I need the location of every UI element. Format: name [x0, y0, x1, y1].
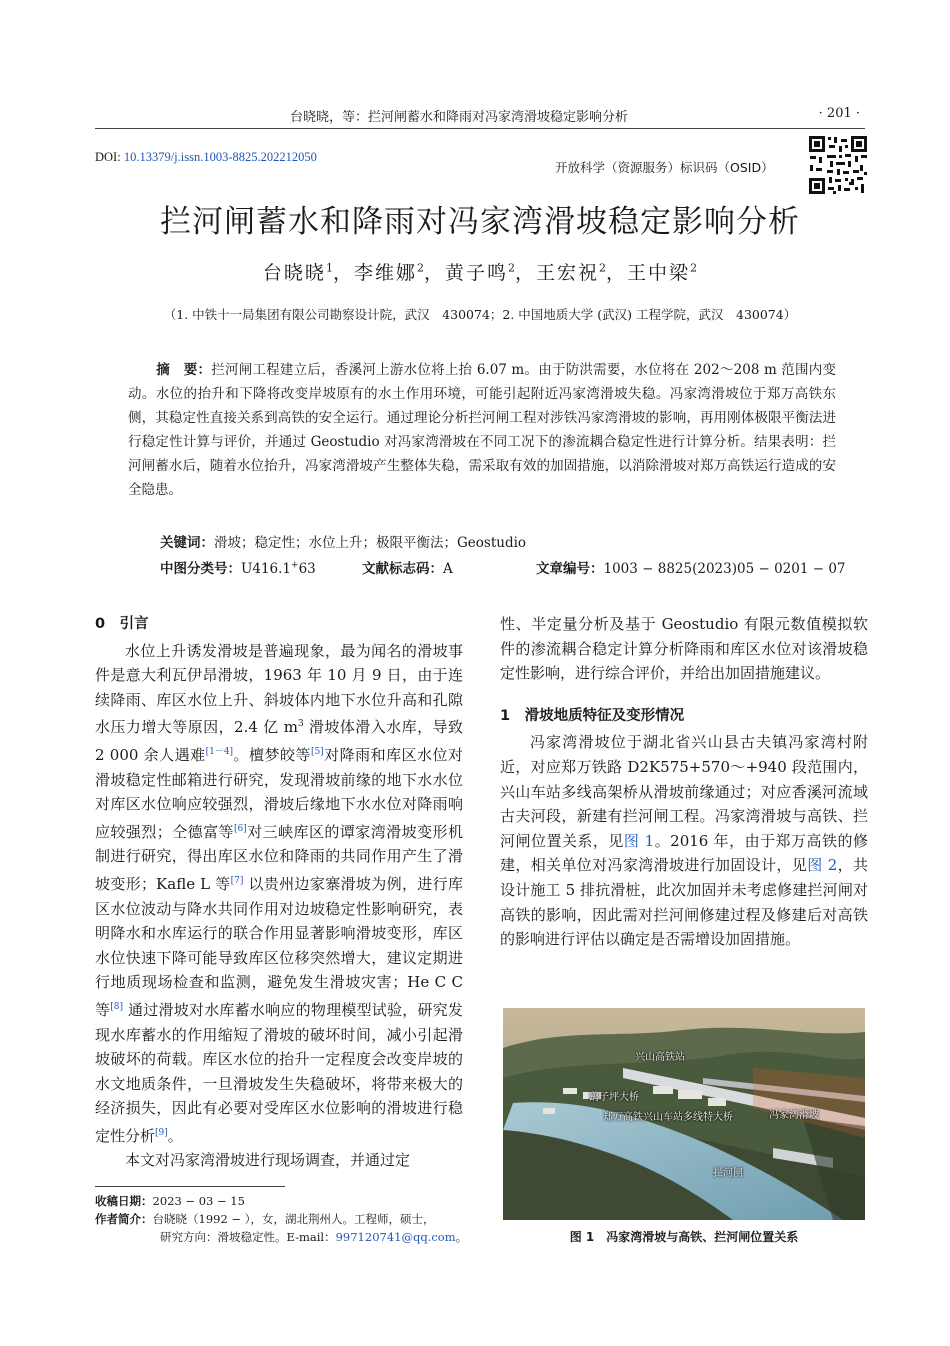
label-dam: 拦河闸 — [713, 1168, 743, 1179]
right-column — [500, 612, 868, 952]
author-affil-sup: 1 — [325, 261, 333, 275]
doi-label: DOI: — [95, 150, 121, 164]
article-number-line — [536, 557, 846, 577]
header-rule — [95, 128, 865, 129]
author-list: 台晓晓$^1$，李维娜$^2$，黄子鸣$^2$，王宏祝$^2$，王中梁$^2$ — [262, 261, 698, 284]
keywords-label: 关键词： — [160, 535, 214, 551]
intro-paragraph-2-start: 本文对冯家湾滑坡进行现场调查，并通过定 — [125, 1151, 411, 1170]
citation-link[interactable]: [5] — [310, 746, 324, 757]
doc-code-value: A — [443, 561, 453, 577]
osid-label: 开放科学（资源服务）标识码（OSID） — [555, 160, 774, 175]
figure-1-caption: 图 1 冯家湾滑坡与高铁、拦河闸位置关系 — [569, 1230, 799, 1244]
doc-code-line — [362, 557, 453, 577]
figure-2-link[interactable]: 图 2 — [807, 856, 838, 875]
citation-link[interactable]: [1－4] — [205, 746, 234, 757]
doc-code-label: 文献标志码： — [362, 561, 443, 577]
author-name: 王宏祝 — [536, 262, 600, 284]
text-run: 对三峡库区的谭家湾滑坡变形机制进行研究，得出库区水位和降雨的共同作用产生了滑坡变形；Kafle L 等 — [95, 822, 463, 893]
author-affil-sup: 2 — [690, 261, 698, 275]
running-title: 台晓晓，等：拦河闸蓄水和降雨对冯家湾滑坡稳定影响分析 — [290, 110, 629, 125]
author-affil-sup: 2 — [416, 261, 424, 275]
intro-heading: 0 引言 — [95, 616, 149, 632]
figure-1-link[interactable]: 图 1 — [623, 831, 655, 850]
author-affil-sup: 2 — [599, 261, 607, 275]
text-run: 对降雨和库区水位对滑坡稳定性邮箱进行研究，发现滑坡前缘的地下水水位对库区水位响应较强烈，滑坡后缘地下水水位对降雨响应较强烈；仝德富等 — [95, 745, 463, 841]
clc-value: U416.1 — [241, 561, 292, 577]
citation-link[interactable]: [6] — [234, 823, 247, 834]
intro-paragraph-1 — [95, 639, 463, 1149]
author-bio-end: 。 — [455, 1230, 468, 1244]
citation-link[interactable]: [7] — [230, 875, 244, 886]
section-1-heading: 1 滑坡地质特征及变形情况 — [500, 707, 685, 724]
citation-link[interactable]: [8] — [110, 1001, 123, 1012]
author-bio — [95, 1210, 434, 1228]
label-bridge: 鹞子坪大桥 — [589, 1092, 639, 1103]
author-bio-line1: 台晓晓（1992 − ），女，湖北荆州人。工程师，硕士， — [152, 1212, 435, 1226]
received-value: 2023 − 03 − 15 — [152, 1194, 245, 1208]
author-name: 台晓晓 — [262, 262, 326, 284]
doi-line — [95, 150, 317, 165]
text-run: ，共设计施工 5 排抗滑桩，此次加固并未考虑修建拦河闸对高铁的影响，因此需对拦河闸修建过程及修建后对高铁的影响进行评估以确定是否需增设加固措施。 — [500, 856, 868, 949]
author-affil-sup: 2 — [508, 261, 515, 275]
superscript: 3 — [298, 719, 304, 730]
article-number-value: 1003 − 8825(2023)05 − 0201 − 07 — [603, 561, 846, 577]
text-run: 。2016 年，由于郑万高铁的修建，相关单位对冯家湾滑坡进行加固设计，见 — [500, 831, 868, 875]
author-bio-research: 研究方向：滑坡稳定性。E-mail： — [160, 1230, 336, 1244]
text-run: 冯家湾滑坡位于湖北省兴山县古夫镇冯家湾村附近，对应郑万铁路 D2K575+570～+940 段范围内，兴山车站多线高架桥从滑坡前缘通过；对应香溪河流域古夫河段，新建有拦河闸工程。冯家湾滑坡与高铁、拦河闸位置关系，见 — [500, 733, 868, 850]
clc-tail: 63 — [298, 561, 316, 577]
text-run: 滑坡体滑入水库，导致 2 000 余人遇难 — [95, 718, 463, 764]
author-bio-line2 — [160, 1228, 467, 1246]
author-bio-label: 作者简介： — [95, 1212, 153, 1226]
email-link[interactable]: 997120741@qq.com — [335, 1230, 456, 1244]
keywords-line — [160, 531, 526, 551]
text-run: 水位上升诱发滑坡是普遍现象，最为闻名的滑坡事件是意大利瓦伊昂滑坡，1963 年 10 月 9 日，由于连续降雨、库区水位上升、斜坡体内地下水位升高和孔隙水压力增大等原因，2.4 亿 m — [95, 641, 463, 737]
clc-label: 中图分类号： — [160, 561, 241, 577]
received-label: 收稿日期： — [95, 1194, 153, 1208]
clc-sup: + — [291, 560, 299, 571]
doi-link[interactable]: 10.13379/j.issn.1003-8825.202212050 — [123, 150, 317, 164]
received-date — [95, 1192, 245, 1210]
text-run: 通过滑坡对水库蓄水响应的物理模型试验，研究发现水库蓄水的作用缩短了滑坡的破坏时间，减小引起滑坡破坏的荷载。库区水位的抬升一定程度会改变岸坡的水文地质条件，一旦滑坡发生失稳破坏，将带来极大的经济损失，因此有必要对受库区水位影响的滑坡进行稳定性分析 — [95, 1000, 463, 1145]
keywords-text: 滑坡；稳定性；水位上升；极限平衡法；Geostudio — [214, 535, 527, 551]
page-number: · 201 · — [818, 106, 860, 121]
text-run: 以贵州边家寨滑坡为例，进行库区水位波动与降水共同作用对边坡稳定性影响研究，表明降水和水库运行的联合作用显著影响滑坡变形，库区水位快速下降可能导致库区位移突然增大，建议定期进行地质现场检查和监测，避免发生滑坡灾害；He C C 等 — [95, 874, 464, 1019]
label-viaduct: 郑万高铁兴山车站多线特大桥 — [603, 1112, 733, 1123]
author-name: 王中梁 — [627, 262, 691, 284]
label-landslide: 冯家湾滑坡 — [769, 1110, 819, 1121]
affiliation: （1. 中铁十一局集团有限公司勘察设计院，武汉 430074；2. 中国地质大学 (武汉) 工程学院，武汉 430074） — [163, 307, 797, 322]
abstract-text: 拦河闸工程建立后，香溪河上游水位将上抬 6.07 m。由于防洪需要，水位将在 202～208 m 范围内变动。水位的抬升和下降将改变岸坡原有的水土作用环境，可能引起附近冯家湾滑坡失稳。冯家湾滑坡位于郑万高铁东侧，其稳定性直接关系到高铁的安全运行。通过理论分析拦河闸工程对涉铁冯家湾滑坡的影响，再用刚体极限平衡法进行稳定性计算与评价，并通过 Geostudio 对冯家湾滑坡在不同工况下的渗流耦合稳定性进行计算分析。结果表明：拦河闸蓄水后，随着水位抬升，冯家湾滑坡产生整体失稳，需采取有效的加固措施，以消除滑坡对郑万高铁运行造成的安全隐患。 — [128, 362, 837, 498]
abstract-label: 摘 要： — [156, 362, 212, 378]
figure-1-image — [503, 1008, 865, 1220]
clc-line — [160, 557, 316, 577]
section-1-paragraph — [500, 730, 868, 951]
citation-link[interactable]: [9] — [155, 1127, 168, 1138]
author-name: 李维娜 — [353, 262, 417, 284]
qr-code-icon[interactable] — [808, 135, 868, 195]
author-name: 黄子鸣 — [444, 262, 508, 284]
left-column — [95, 612, 463, 1173]
text-run: 。檀梦皎等 — [233, 745, 311, 764]
abstract — [128, 358, 836, 502]
footnote-rule — [95, 1186, 285, 1187]
article-title: 拦河闸蓄水和降雨对冯家湾滑坡稳定影响分析 — [160, 204, 800, 240]
intro-paragraph-2-cont: 性、半定量分析及基于 Geostudio 有限元数值模拟软件的渗流耦合稳定计算分析降雨和库区水位对该滑坡稳定性影响，进行综合评价，并给出加固措施建议。 — [500, 615, 868, 683]
text-run: 。 — [167, 1126, 183, 1145]
label-station: 兴山高铁站 — [635, 1052, 685, 1063]
article-number-label: 文章编号： — [536, 561, 604, 577]
